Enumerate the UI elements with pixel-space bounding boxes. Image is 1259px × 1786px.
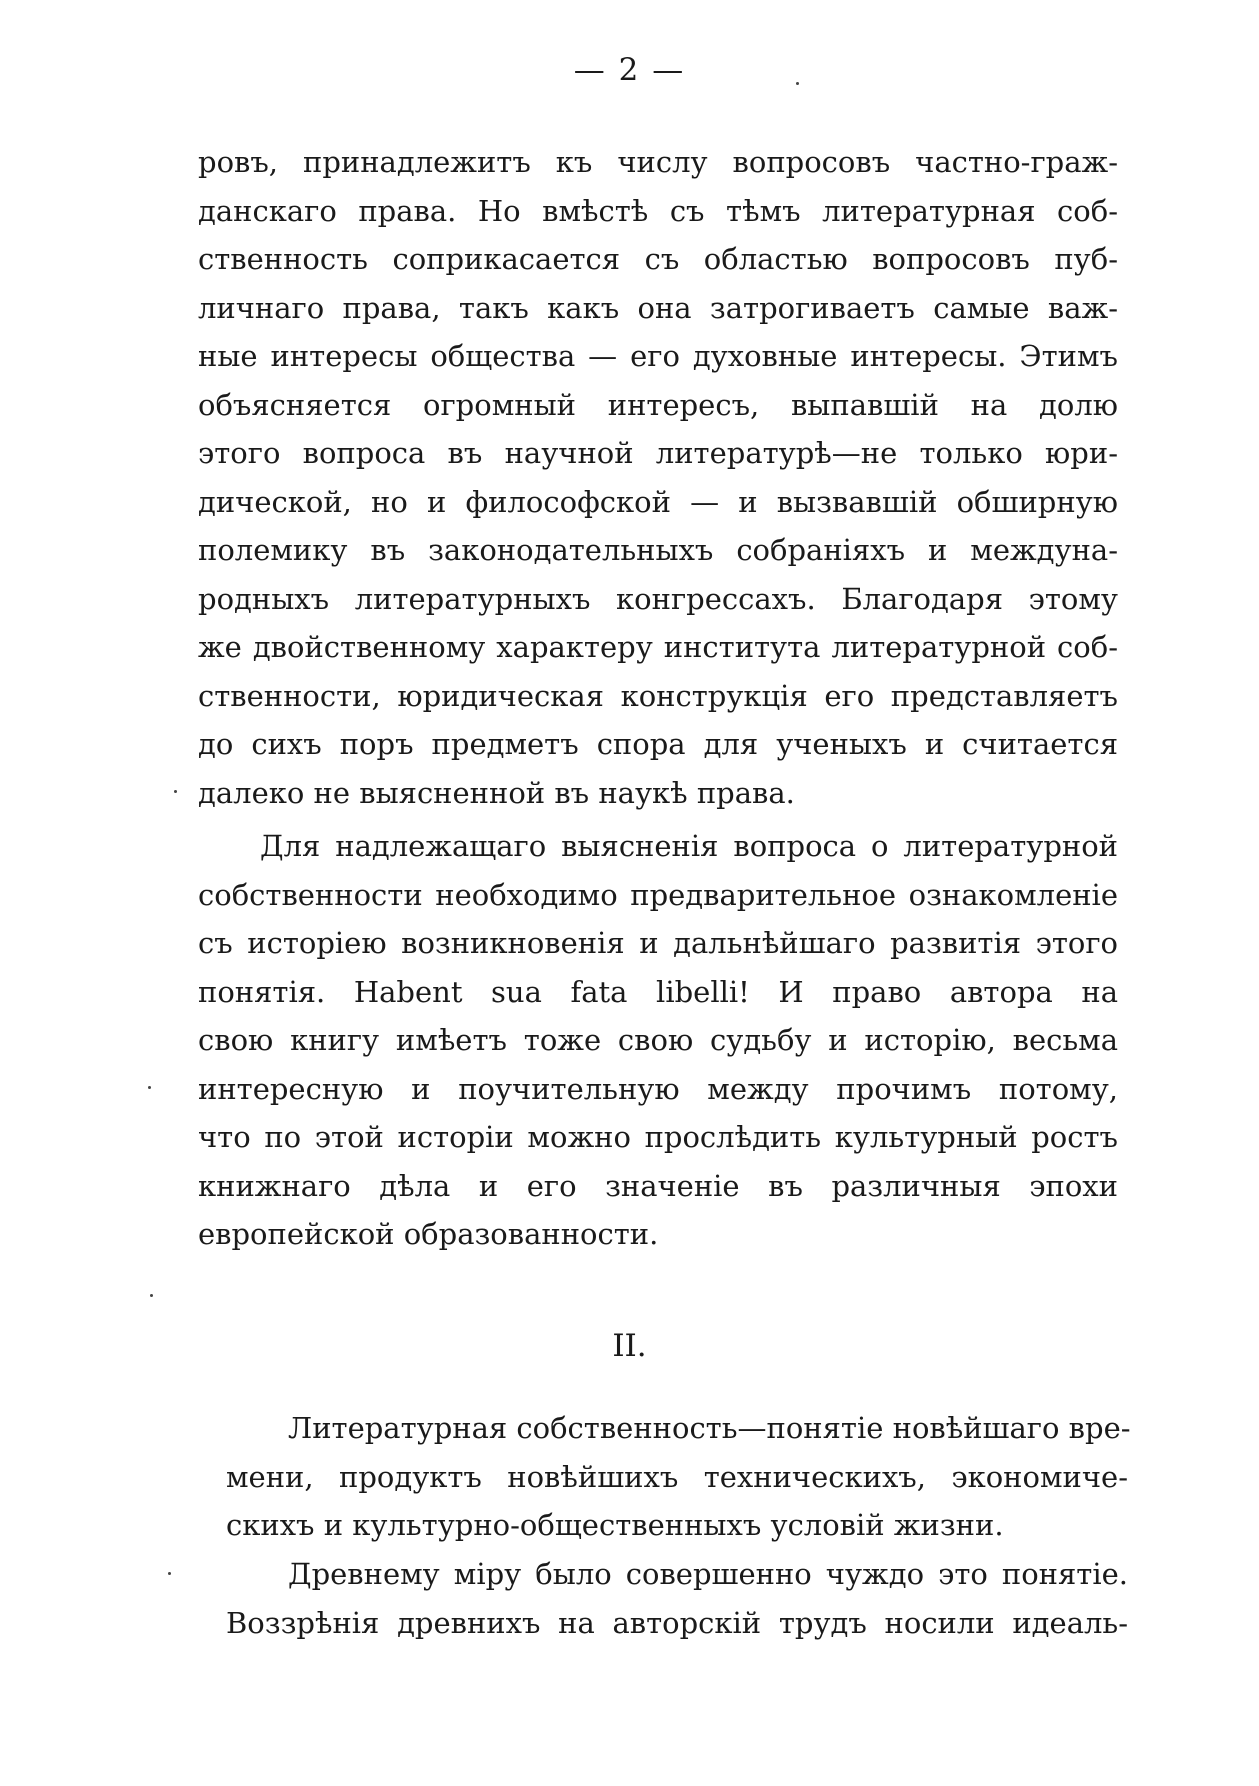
text-line: объясняется огромный интересъ, выпавшій на долю <box>198 387 1118 422</box>
page-number: — 2 — <box>573 52 686 88</box>
text-line: Литературная собственность—понятіе новѣйшаго вре- <box>288 1411 1131 1445</box>
scan-speck <box>168 1572 171 1575</box>
text-line: скихъ и культурно-общественныхъ условій жизни. <box>226 1508 1004 1542</box>
text-line: родныхъ литературныхъ конгрессахъ. Благодаря этому <box>198 581 1118 616</box>
scan-speck <box>796 82 799 85</box>
text-line: понятія. Habent sua fata libelli! И право автора на <box>198 974 1118 1009</box>
paragraph <box>226 1404 1131 1550</box>
paragraph-continued <box>198 138 1118 817</box>
scan-speck <box>150 1294 153 1297</box>
text-line: Древнему міру было совершенно чуждо это понятіе. <box>288 1557 1128 1591</box>
text-line: книжнаго дѣла и его значеніе въ различныя эпохи <box>198 1168 1118 1203</box>
text-line: ственности, юридическая конструкція его представляетъ <box>198 678 1118 713</box>
section-heading: II. <box>612 1328 647 1364</box>
text-line: ровъ, принадлежитъ къ числу вопросовъ частно-граж- <box>198 145 1118 179</box>
text-line: европейской образованности. <box>198 1217 659 1251</box>
text-line: что по этой исторіи можно прослѣдить культурный ростъ <box>198 1120 1118 1154</box>
text-line: данскаго права. Но вмѣстѣ съ тѣмъ литературная соб- <box>198 193 1118 228</box>
text-line: свою книгу имѣетъ тоже свою судьбу и исторію, весьма <box>198 1023 1118 1057</box>
text-line: дической, но и философской — и вызвавшій обширную <box>198 484 1118 519</box>
text-line: ные интересы общества — его духовные интересы. Этимъ <box>198 339 1118 373</box>
text-line: мени, продуктъ новѣйшихъ техническихъ, экономиче- <box>226 1459 1128 1494</box>
paragraph <box>226 1550 1128 1647</box>
text-line: личнаго права, такъ какъ она затрогиваетъ самые важ- <box>198 290 1118 325</box>
scan-speck <box>174 790 177 793</box>
text-line: Для надлежащаго выясненія вопроса о литературной <box>260 829 1118 863</box>
text-line: ственность соприкасается съ областью вопросовъ пуб- <box>198 242 1118 276</box>
text-line: полемику въ законодательныхъ собраніяхъ и междуна- <box>198 533 1118 567</box>
text-line: Воззрѣнія древнихъ на авторскій трудъ носили идеаль- <box>226 1605 1128 1640</box>
text-line: же двойственному характеру института литературной соб- <box>198 630 1118 664</box>
text-line: съ исторіею возникновенія и дальнѣйшаго развитія этого <box>198 926 1118 960</box>
text-line: собственности необходимо предварительное ознакомленіе <box>198 877 1118 912</box>
text-line: до сихъ поръ предметъ спора для ученыхъ и считается <box>198 727 1118 761</box>
scan-speck <box>148 1086 151 1089</box>
text-line: далеко не выясненной въ наукѣ права. <box>198 775 795 810</box>
text-line: этого вопроса въ научной литературѣ—не только юри- <box>198 436 1118 470</box>
text-line: интересную и поучительную между прочимъ потому, <box>198 1071 1118 1106</box>
paragraph <box>198 822 1118 1259</box>
